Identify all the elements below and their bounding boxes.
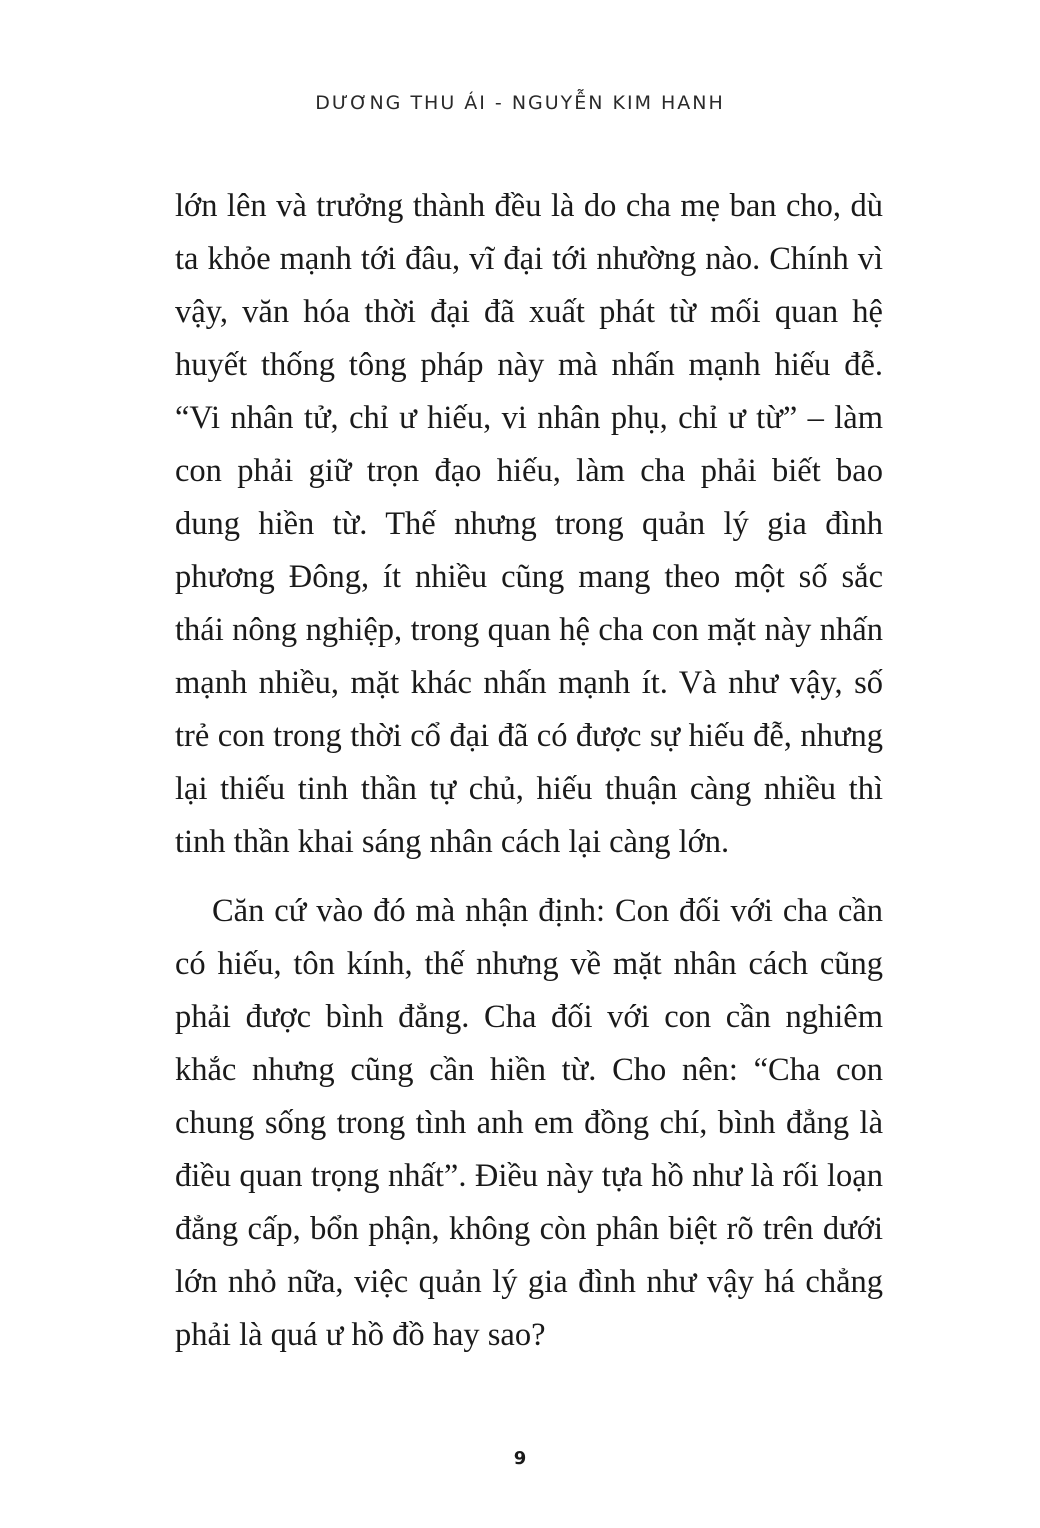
running-header-authors: DƯƠNG THU ÁI - NGUYỄN KIM HANH <box>315 92 725 114</box>
page-number: 9 <box>513 1448 527 1469</box>
body-text <box>175 180 883 1362</box>
paragraph-1: lớn lên và trưởng thành đều là do cha mẹ ban cho, dù ta khỏe mạnh tới đâu, vĩ đại tới nhường nào. Chính vì vậy, văn hóa thời đại đã xuất phát từ mối quan hệ huyết thống tông pháp này mà nhấn mạnh hiếu đễ. “Vi nhân tử, chỉ ư hiếu, vi nhân phụ, chỉ ư từ” – làm con phải giữ trọn đạo hiếu, làm cha phải biết bao dung hiền từ. Thế nhưng trong quản lý gia đình phương Đông, ít nhiều cũng mang theo một số sắc thái nông nghiệp, trong quan hệ cha con mặt này nhấn mạnh nhiều, mặt khác nhấn mạnh ít. Và như vậy, số trẻ con trong thời cổ đại đã có được sự hiếu đễ, nhưng lại thiếu tinh thần tự chủ, hiếu thuận càng nhiều thì tinh thần khai sáng nhân cách lại càng lớn. <box>175 188 883 860</box>
paragraph-2: Căn cứ vào đó mà nhận định: Con đối với cha cần có hiếu, tôn kính, thế nhưng về mặt nhân cách cũng phải được bình đẳng. Cha đối với con cần nghiêm khắc nhưng cũng cần hiền từ. Cho nên: “Cha con chung sống trong tình anh em đồng chí, bình đẳng là điều quan trọng nhất”. Điều này tựa hồ như là rối loạn đẳng cấp, bổn phận, không còn phân biệt rõ trên dưới lớn nhỏ nữa, việc quản lý gia đình như vậy há chẳng phải là quá ư hồ đồ hay sao? <box>175 893 883 1353</box>
